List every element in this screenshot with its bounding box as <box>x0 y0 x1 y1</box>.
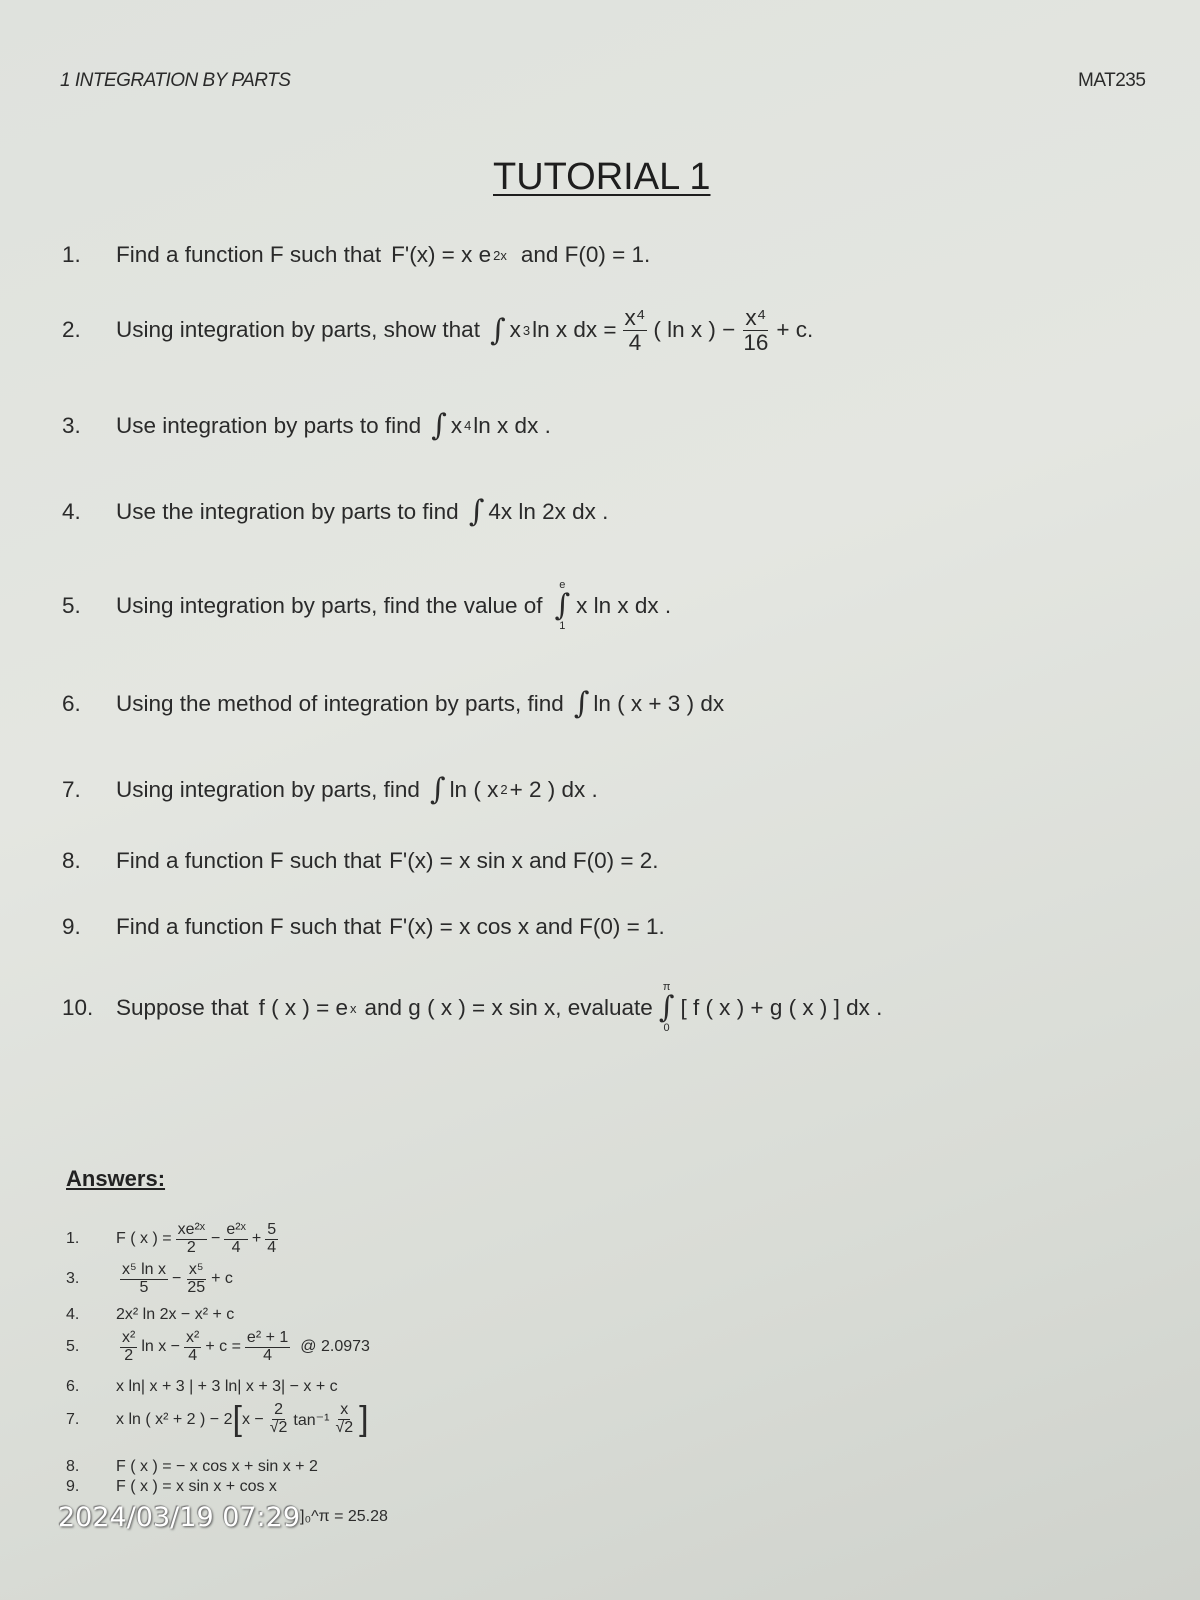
question-10-math: f ( x ) = e x and g ( x ) = x sin x, evaluate π ∫ 0 [ f ( x ) + g ( x ) ] dx . <box>258 981 883 1034</box>
integral-sign: ∫ <box>573 686 590 721</box>
definite-integral: e ∫ 1 <box>554 579 571 632</box>
integral-sign: ∫ <box>468 494 485 529</box>
question-3: 3. Use integration by parts to find ∫ x 4 ln x dx . <box>62 408 551 443</box>
question-2-math: ∫ x 3 ln x dx = $\frac{\text{x⁴}}{4}$ ( ln x ) − $\frac{\text{x⁴}}{16}$ + c. <box>489 305 814 355</box>
question-5: 5. Using integration by parts, find the value of e ∫ 1 x ln x dx . <box>62 579 672 632</box>
integral-sign: ∫ <box>489 312 506 348</box>
answer-4: 4. 2x² ln 2x − x² + c <box>66 1306 235 1323</box>
course-code: MAT235 <box>1078 70 1146 91</box>
course-section-label: 1 INTEGRATION BY PARTS <box>60 70 291 91</box>
question-3-math: ∫ x 4 ln x dx . <box>431 408 551 443</box>
question-1: 1. Find a function F such that F'(x) = x e 2x and F(0) = 1. <box>62 242 651 267</box>
answer-8: 8. F ( x ) = − x cos x + sin x + 2 <box>66 1458 318 1475</box>
answer-7: 7. x ln ( x² + 2 ) − 2 [ x − $\frac{2}{√2}$ tan⁻¹ $\frac{x}{√2}$ ] <box>66 1400 369 1438</box>
question-5-math: e ∫ 1 x ln x dx . <box>554 579 672 632</box>
question-7: 7. Using integration by parts, find ∫ ln ( x 2 + 2 ) dx . <box>62 772 598 807</box>
question-9-math: F'(x) = x cos x and F(0) = 1. <box>389 914 665 939</box>
question-9: 9. Find a function F such that F'(x) = x cos x and F(0) = 1. <box>62 914 665 939</box>
question-4: 4. Use the integration by parts to find ∫ 4x ln 2x dx . <box>62 494 609 529</box>
question-4-math: ∫ 4x ln 2x dx . <box>468 494 609 529</box>
question-8-math: F'(x) = x sin x and F(0) = 2. <box>389 848 659 873</box>
question-1-math: F'(x) = x e 2x and F(0) = 1. <box>391 242 651 267</box>
definite-integral: π ∫ 0 <box>658 981 675 1034</box>
question-6-math: ∫ ln ( x + 3 ) dx <box>573 686 725 721</box>
photo-timestamp: 2024/03/19 07:29 <box>58 1502 301 1533</box>
question-10: 10. Suppose that f ( x ) = e x and g ( x ) = x sin x, evaluate π ∫ 0 [ f ( x ) + g ( x ) ] dx . <box>62 981 883 1034</box>
page-title: TUTORIAL 1 <box>493 156 711 198</box>
answers-heading: Answers: <box>66 1166 166 1191</box>
question-8: 8. Find a function F such that F'(x) = x sin x and F(0) = 2. <box>62 848 659 873</box>
answer-3: 3. $\frac{\text{x⁵ ln x}}{5}$ − $\frac{\text{x⁵}}{25}$ + c <box>66 1261 233 1296</box>
question-6: 6. Using the method of integration by parts, find ∫ ln ( x + 3 ) dx <box>62 686 725 721</box>
integral-sign: ∫ <box>429 772 446 807</box>
answer-6: 6. x ln| x + 3 | + 3 ln| x + 3| − x + c <box>66 1378 338 1395</box>
answer-10: ]₀^π = 25.28 <box>300 1508 388 1525</box>
question-2: 2. Using integration by parts, show that ∫ x 3 ln x dx = $\frac{\text{x⁴}}{4}$ ( ln x ) − $\frac{\text{x⁴}}{16}$ + c. <box>62 305 814 355</box>
answer-5: 5. $\frac{\text{x²}}{2}$ ln x − $\frac{\text{x²}}{4}$ + c = $\frac{\text{e² + 1}}{4}$ @ 2.0973 <box>66 1329 370 1364</box>
answer-1: 1. F ( x ) = $\frac{\text{xe²ˣ}}{2}$ − $\frac{\text{e²ˣ}}{4}$ + $\frac{5}{4}$ <box>66 1221 277 1256</box>
question-7-math: ∫ ln ( x 2 + 2 ) dx . <box>429 772 598 807</box>
answer-9: 9. F ( x ) = x sin x + cos x <box>66 1478 277 1495</box>
integral-sign: ∫ <box>431 408 447 443</box>
